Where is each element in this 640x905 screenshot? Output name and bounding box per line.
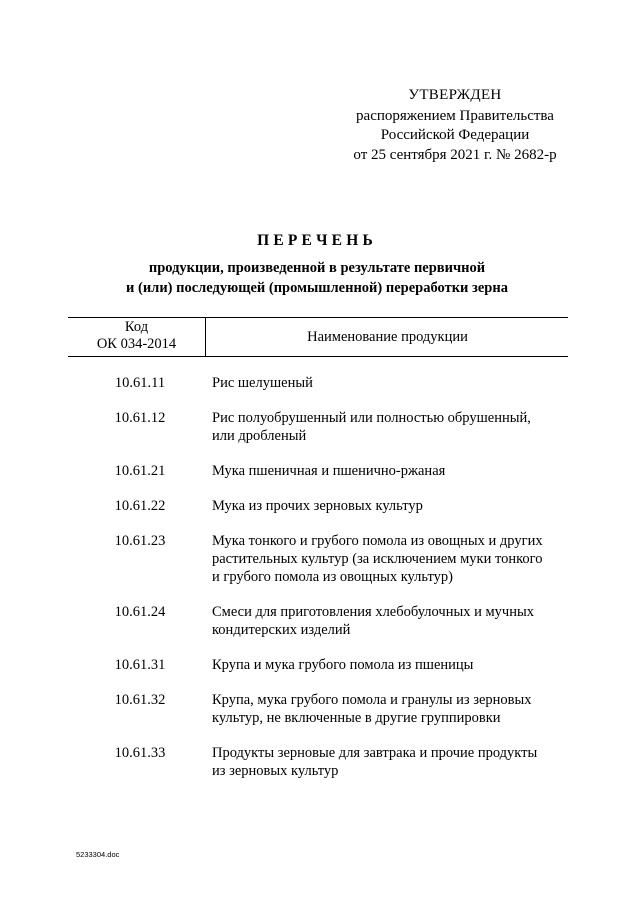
- product-name-line: из зерновых культур: [212, 763, 339, 779]
- product-name-line: Мука пшеничная и пшенично-ржаная: [212, 463, 446, 479]
- product-name-line: Мука тонкого и грубого помола из овощных и других: [212, 533, 543, 549]
- table-row: [68, 691, 568, 727]
- document-subtitle: [0, 258, 634, 298]
- table-row: [68, 744, 568, 780]
- product-name-line: кондитерских изделий: [212, 622, 351, 638]
- subtitle-line: продукции, произведенной в результате первичной: [148, 260, 486, 276]
- product-code: 10.61.11: [114, 375, 166, 391]
- product-name: [206, 532, 568, 586]
- product-name-line: Смеси для приготовления хлебобулочных и мучных: [212, 604, 534, 620]
- product-code: 10.61.31: [114, 657, 166, 673]
- table-body: [68, 374, 568, 797]
- product-code: 10.61.21: [114, 463, 166, 479]
- product-code: 10.61.32: [114, 692, 166, 708]
- table-row: [68, 374, 568, 392]
- header-classifier-label: ОК 034-2014: [96, 336, 177, 352]
- product-name-line: Мука из прочих зерновых культур: [212, 498, 423, 514]
- product-name: [206, 691, 568, 727]
- product-code: 10.61.23: [114, 533, 166, 549]
- document-id: 5233304.doc: [76, 850, 120, 859]
- table-row: [68, 532, 568, 586]
- table-row: [68, 462, 568, 480]
- document-title: ПЕРЕЧЕНЬ: [257, 232, 377, 249]
- product-name: [206, 744, 568, 780]
- product-code: 10.61.22: [114, 498, 166, 514]
- product-name-line: Крупа, мука грубого помола и гранулы из зерновых: [212, 692, 532, 708]
- product-name-line: Рис полуобрушенный или полностью обрушенный,: [212, 410, 531, 426]
- header-code-label: Код: [124, 319, 149, 335]
- header-code-cell: [68, 318, 206, 356]
- product-name-line: растительных культур (за исключением муки тонкого: [212, 551, 543, 567]
- product-name-line: Продукты зерновые для завтрака и прочие продукты: [212, 745, 538, 761]
- product-name-line: культур, не включенные в другие группировки: [212, 710, 501, 726]
- table-header: [68, 317, 568, 357]
- table-row: [68, 497, 568, 515]
- product-code: 10.61.12: [114, 410, 166, 426]
- product-name-line: или дробленый: [212, 428, 307, 444]
- product-code: 10.61.33: [114, 745, 166, 761]
- table-row: [68, 656, 568, 674]
- product-name-line: Рис шелушеный: [212, 375, 313, 391]
- approval-heading: УТВЕРЖДЕН: [408, 87, 502, 103]
- product-name-line: и грубого помола из овощных культур): [212, 569, 453, 585]
- product-name-line: Крупа и мука грубого помола из пшеницы: [212, 657, 474, 673]
- table-row: [68, 409, 568, 445]
- approval-date-line: от 25 сентября 2021 г. № 2682-р: [353, 146, 557, 163]
- approval-line: Российской Федерации: [380, 127, 530, 143]
- header-name-cell: Наименование продукции: [307, 329, 468, 345]
- approval-block: [340, 86, 570, 165]
- product-name: [206, 603, 568, 639]
- approval-line: распоряжением Правительства: [356, 107, 554, 124]
- product-name: [206, 656, 568, 674]
- product-name: [206, 374, 568, 392]
- table-row: [68, 603, 568, 639]
- subtitle-line: и (или) последующей (промышленной) переработки зерна: [126, 280, 508, 296]
- product-code: 10.61.24: [114, 604, 166, 620]
- product-name: [206, 462, 568, 480]
- product-name: [206, 497, 568, 515]
- product-name: [206, 409, 568, 445]
